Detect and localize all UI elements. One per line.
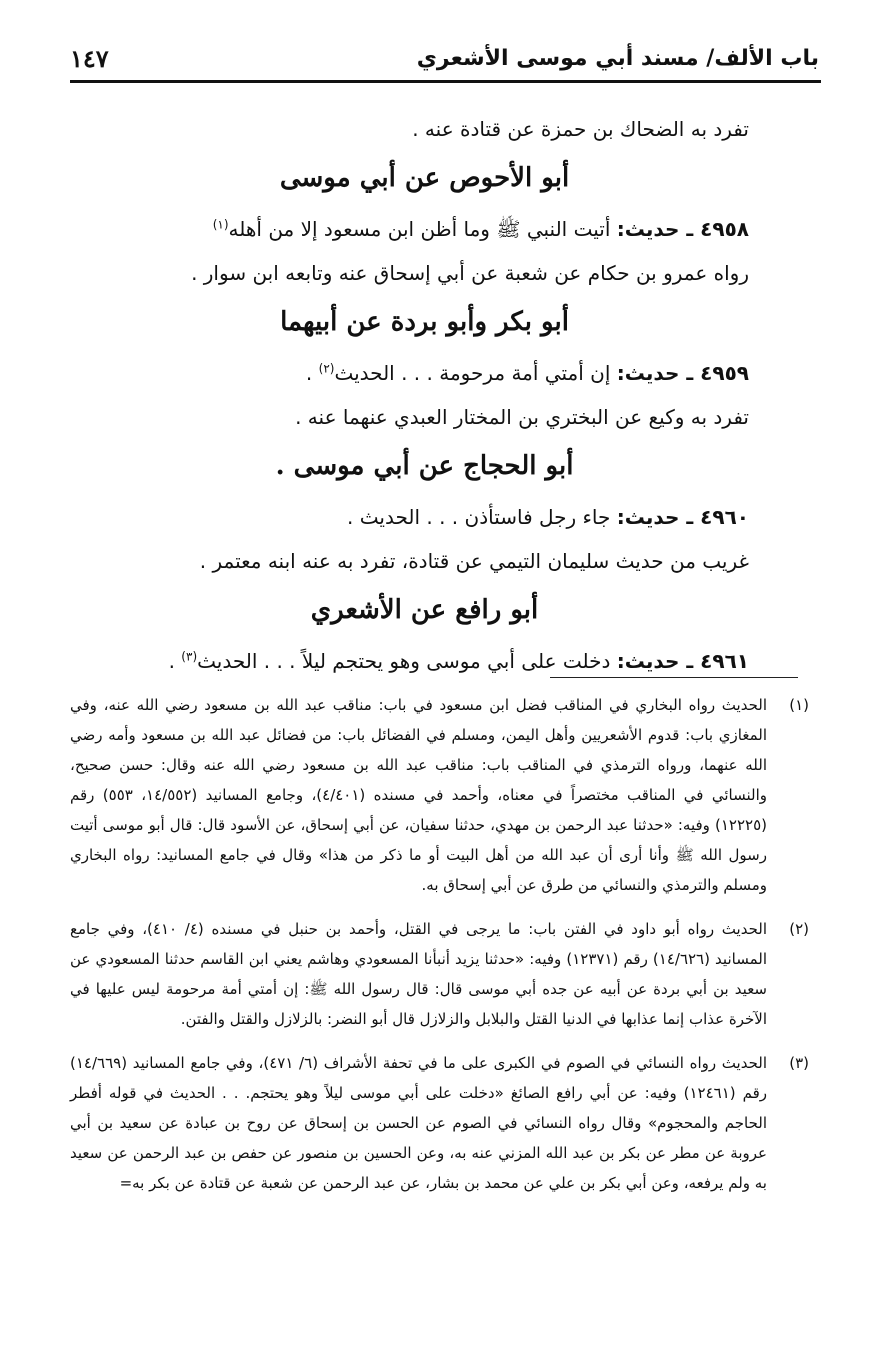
footnote-ref[interactable]: (٢) (318, 361, 335, 376)
footnote-number: (٣) (789, 1054, 809, 1072)
footnote-ref[interactable]: (١) (212, 217, 229, 232)
intro-line: تفرد به الضحاك بن حمزة عن قتادة عنه . (412, 117, 749, 141)
footnote-number: (٢) (789, 920, 809, 938)
section-heading: أبو الأحوص عن أبي موسى (279, 163, 570, 193)
hadith-text: دخلت على أبي موسى وهو يحتجم ليلاً . . . الحديث (197, 649, 611, 673)
hadith-comment: رواه عمرو بن حكام عن شعبة عن أبي إسحاق عنه وتابعه ابن سوار . (191, 261, 749, 285)
hadith-entry (100, 356, 749, 390)
footnote-text: الحديث رواه البخاري في المناقب فضل ابن مسعود في باب: مناقب عبد الله بن مسعود رضي الله عنه، وفي المغازي باب: قدوم الأشعريين وأهل اليمن، ومسلم في الفضائل باب: من فضائل عبد الله بن مسعود وأمه رضي الله عنهما، ورواه الترمذي في المناقب باب: مناقب عبد الله بن مسعود رضي الله عنه وقال: حسن صحيح، والنسائي في المناقب مختصراً في معناه، وأحمد في مسنده (٤/٤٠١)، وجامع المسانيد (١٤/٥٥٢، ٥٥٣) رقم (١٢٢٢٥) وفيه: «حدثنا عبد الرحمن بن مهدي، حدثنا سفيان، عن أبي إسحاق، عن الأسود قال: قال أبو موسى أتيت رسول الله ﷺ وأنا أرى أن عبد الله من أهل البيت أو ما ذكر من هذا» وقال في جامع المسانيد: رواه البخاري ومسلم والترمذي والنسائي من طرق عن أبي إسحاق به. (70, 696, 767, 894)
hadith-text: إن أمتي أمة مرحومة . . . الحديث (334, 361, 611, 385)
hadith-entry (100, 644, 749, 678)
hadith-number: ٤٩٥٩ ـ حديث: (616, 361, 749, 385)
hadith-comment: تفرد به وكيع عن البختري بن المختار العبدي عنهما عنه . (295, 405, 749, 429)
hadith-entry (100, 212, 749, 246)
main-text (100, 112, 749, 688)
footnote-ref[interactable]: (٣) (181, 649, 198, 664)
section-heading: أبو الحجاج عن أبي موسى . (275, 451, 574, 481)
footnote (70, 914, 809, 1034)
footnote-text: الحديث رواه النسائي في الصوم في الكبرى على ما في تحفة الأشراف (٦/ ٤٧١)، وفي جامع المسانيد (١٤/٦٦٩) رقم (١٢٤٦١) وفيه: عن أبي رافع الصائغ «دخلت على أبي موسى ليلاً وهو يحتجم. . . الحديث في قوله أفطر الحاجم والمحجوم» وقال رواه النسائي في الصوم عن الحسن بن إسحاق عن روح بن عبادة عن سعيد بن أبي عروبة عن مطر عن بكر بن عبد الله المزني عنه به، وعن الحسين بن منصور عن حفص بن عبد الرحمن عن سعيد به ولم يرفعه، وعن أبي بكر بن علي عن محمد بن بشار، عن عبد الرحمن عن شعبة عن قتادة عن بكر به= (70, 1054, 767, 1192)
footnote (70, 1048, 809, 1198)
hadith-text: أتيت النبي ﷺ وما أظن ابن مسعود إلا من أهله (228, 217, 611, 241)
hadith-entry (100, 500, 749, 534)
section-heading: أبو بكر وأبو بردة عن أبيهما (280, 307, 569, 337)
footnote-number: (١) (789, 696, 809, 714)
footnotes (70, 690, 809, 1212)
footnote (70, 690, 809, 900)
hadith-number: ٤٩٥٨ ـ حديث: (616, 217, 749, 241)
running-title: باب الألف/ مسند أبي موسى الأشعري (416, 45, 819, 71)
footnote-text: الحديث رواه أبو داود في الفتن باب: ما يرجى في القتل، وأحمد بن حنبل في مسنده (٤/ ٤١٠)، وفي جامع المسانيد (١٤/٦٢٦) رقم (١٢٣٧١) وفيه: «حدثنا يزيد أنبأنا المسعودي وهاشم يعني ابن القاسم حدثنا المسعودي عن سعيد بن أبي بردة عن أبيه عن جده أبي موسى قال: قال رسول الله ﷺ: إن أمتي أمة مرحومة ليس عليها في الآخرة عذاب إنما عذابها في الدنيا القتل والبلابل والزلازل قال أبو النضر: بالزلازل والقتل والفتن. (70, 920, 767, 1028)
footnote-separator (550, 677, 798, 678)
hadith-end: . (305, 361, 319, 385)
page-header (70, 38, 819, 78)
page-number: ١٤٧ (70, 43, 109, 73)
hadith-number: ٤٩٦١ ـ حديث: (616, 649, 749, 673)
hadith-end: . (168, 649, 182, 673)
section-heading: أبو رافع عن الأشعري (310, 595, 539, 625)
hadith-comment: غريب من حديث سليمان التيمي عن قتادة، تفرد به عنه ابنه معتمر . (199, 549, 749, 573)
header-rule (70, 80, 821, 83)
hadith-number: ٤٩٦٠ ـ حديث: (616, 505, 749, 529)
hadith-text: جاء رجل فاستأذن . . . الحديث . (347, 505, 611, 529)
